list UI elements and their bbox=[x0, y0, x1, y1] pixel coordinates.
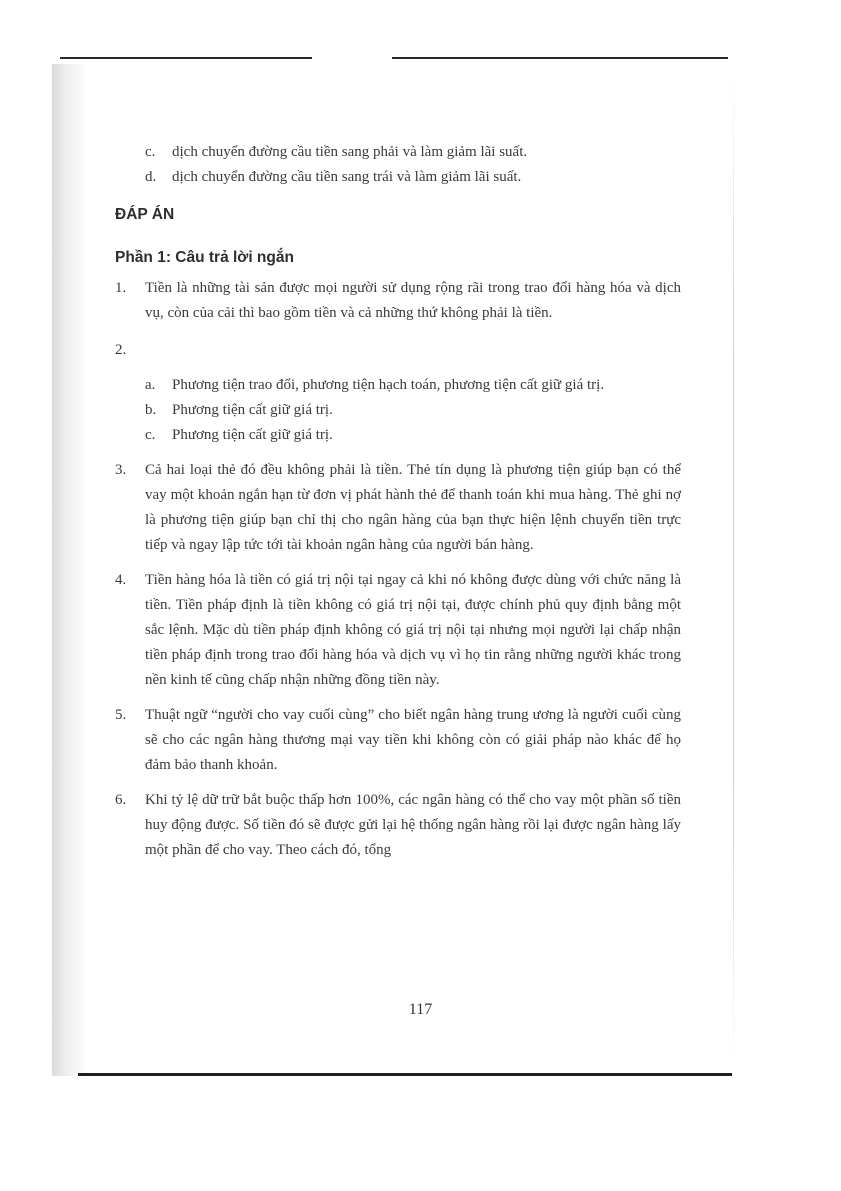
item-text: Cả hai loại thẻ đó đều không phải là tiền. Thẻ tín dụng là phương tiện giúp bạn có thể vay một khoản ngắn hạn từ đơn vị phát hành thẻ để thanh toán khi mua hàng. Thẻ ghi nợ là phương tiện giúp bạn chỉ thị cho ngân hàng của bạn thực hiện lệnh chuyển tiền trực tiếp và ngay lập tức tới tài khoản ngân hàng của người bán hàng. bbox=[145, 462, 681, 553]
previous-question-options bbox=[115, 140, 681, 190]
item-text: Khi tỷ lệ dữ trữ bắt buộc thấp hơn 100%, các ngân hàng có thể cho vay một phần số tiền huy động được. Số tiền đó sẽ được gửi lại hệ thống ngân hàng rồi lại được ngân hàng lấy một phần để cho vay. Theo cách đó, tổng bbox=[145, 792, 681, 858]
answer-item-4 bbox=[115, 568, 681, 693]
option-c bbox=[145, 140, 681, 165]
answer-item-5 bbox=[115, 703, 681, 778]
sub-item-a bbox=[145, 373, 681, 398]
item-number: 4. bbox=[115, 572, 127, 588]
option-text: dịch chuyển đường cầu tiền sang trái và làm giảm lãi suất. bbox=[172, 169, 522, 185]
item-number: 3. bbox=[115, 462, 127, 478]
item-text: Tiền là những tài sản được mọi người sử dụng rộng rãi trong trao đổi hàng hóa và dịch vụ, còn của cải thì bao gồm tiền và cả những thứ không phải là tiền. bbox=[145, 280, 681, 321]
option-marker: d. bbox=[145, 169, 157, 185]
item-text: Thuật ngữ “người cho vay cuối cùng” cho biết ngân hàng trung ương là người cuối cùng sẽ cho các ngân hàng thương mại vay tiền khi không còn có giải pháp nào khác để họ đảm bảo thanh khoản. bbox=[145, 707, 681, 773]
answer-item-3 bbox=[115, 458, 681, 558]
page-number: 117 bbox=[408, 1001, 433, 1018]
footer-rule bbox=[78, 1073, 732, 1076]
sub-item-text: Phương tiện trao đổi, phương tiện hạch toán, phương tiện cất giữ giá trị. bbox=[172, 377, 605, 393]
answer-item-1 bbox=[115, 276, 681, 326]
section-title: Phần 1: Câu trả lời ngắn bbox=[115, 249, 294, 266]
answer-item-2 bbox=[115, 338, 681, 448]
sub-item-marker: c. bbox=[145, 427, 156, 443]
sub-item-marker: a. bbox=[145, 377, 156, 393]
item-number: 1. bbox=[115, 280, 127, 296]
sub-item-b bbox=[145, 398, 681, 423]
sub-item-c bbox=[145, 423, 681, 448]
header-rule-gap bbox=[312, 55, 392, 61]
option-text: dịch chuyển đường cầu tiền sang phải và làm giảm lãi suất. bbox=[172, 144, 528, 160]
scan-right-edge bbox=[733, 70, 734, 1070]
item-number: 2. bbox=[115, 342, 127, 358]
option-d bbox=[145, 165, 681, 190]
sub-item-marker: b. bbox=[145, 402, 157, 418]
sub-item-text: Phương tiện cất giữ giá trị. bbox=[172, 427, 333, 443]
sub-item-text: Phương tiện cất giữ giá trị. bbox=[172, 402, 333, 418]
option-marker: c. bbox=[145, 144, 156, 160]
item-number: 6. bbox=[115, 792, 127, 808]
header-rule bbox=[60, 57, 728, 59]
scan-edge-shadow bbox=[52, 64, 86, 1076]
page-body bbox=[115, 140, 681, 873]
answers-heading: ĐÁP ÁN bbox=[115, 206, 175, 223]
item-number: 5. bbox=[115, 707, 127, 723]
answer-item-6 bbox=[115, 788, 681, 863]
item-text: Tiền hàng hóa là tiền có giá trị nội tại ngay cả khi nó không được dùng với chức năng là tiền. Tiền pháp định là tiền không có giá trị nội tại, được chính phủ quy định bằng một sắc lệnh. Mặc dù tiền pháp định không có giá trị nội tại nhưng mọi người lại chấp nhận tiền pháp định trong trao đổi hàng hóa và dịch vụ vì họ tin rằng những người khác trong nền kinh tế cũng chấp nhận những đồng tiền này. bbox=[145, 572, 681, 688]
